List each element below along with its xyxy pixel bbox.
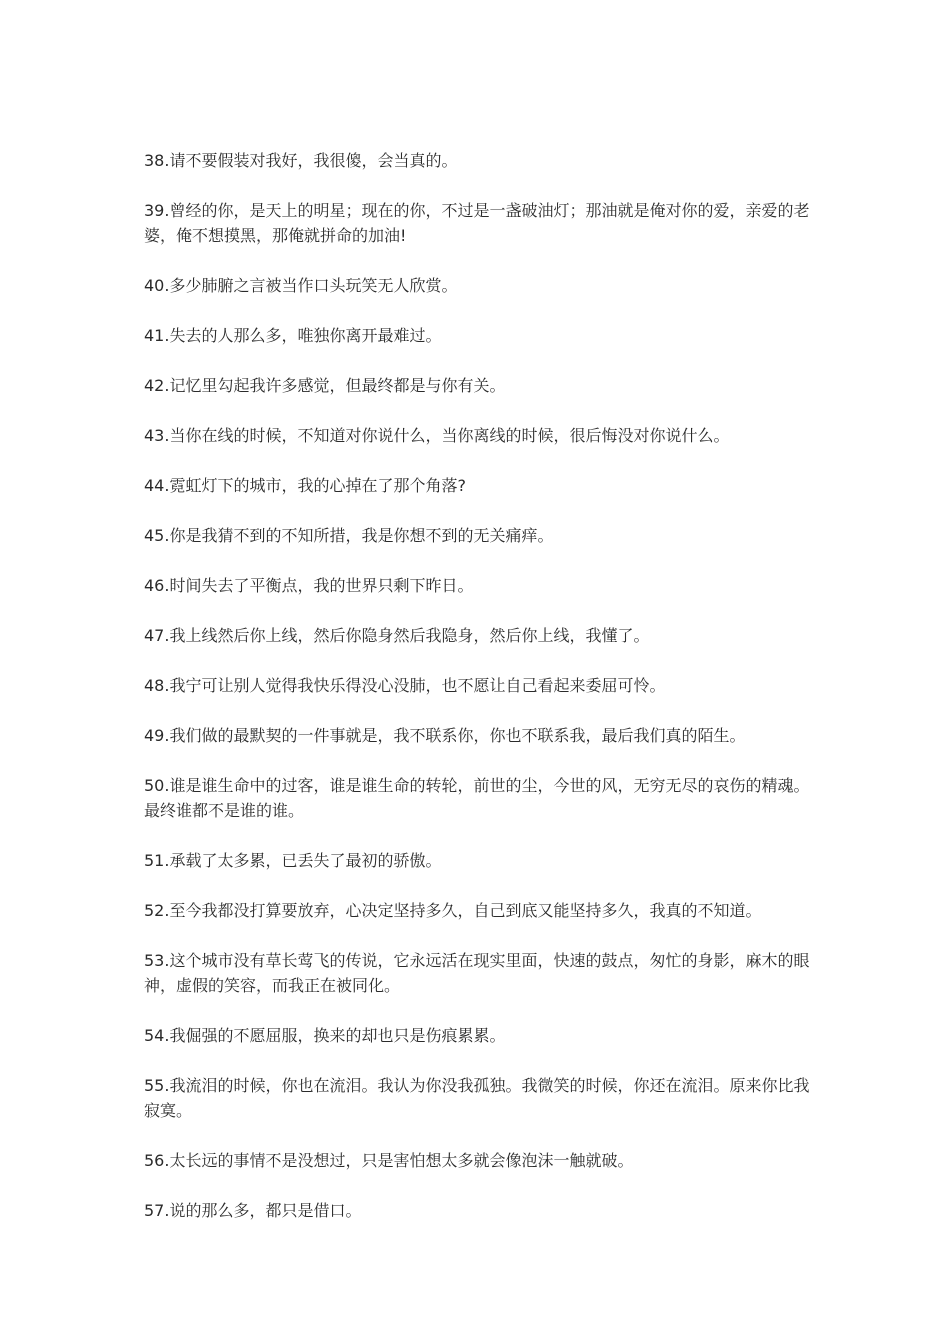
paragraph-39: 39.曾经的你，是天上的明星；现在的你，不过是一盏破油灯；那油就是俺对你的爱，亲爱的老婆，俺不想摸黑，那俺就拼命的加油! [144,201,810,245]
paragraph-38: 38.请不要假装对我好，我很傻，会当真的。 [144,151,458,170]
document-body [144,148,810,1248]
paragraph-48: 48.我宁可让别人觉得我快乐得没心没肺，也不愿让自己看起来委屈可怜。 [144,676,666,695]
paragraph-41: 41.失去的人那么多，唯独你离开最难过。 [144,326,442,345]
paragraph-46: 46.时间失去了平衡点，我的世界只剩下昨日。 [144,576,474,595]
paragraph-55: 55.我流泪的时候，你也在流泪。我认为你没我孤独。我微笑的时候，你还在流泪。原来你比我寂寞。 [144,1076,810,1120]
paragraph-56: 56.太长远的事情不是没想过，只是害怕想太多就会像泡沫一触就破。 [144,1151,634,1170]
paragraph-44: 44.霓虹灯下的城市，我的心掉在了那个角落? [144,476,466,495]
paragraph-53: 53.这个城市没有草长莺飞的传说，它永远活在现实里面，快速的鼓点，匆忙的身影，麻木的眼神，虚假的笑容，而我正在被同化。 [144,951,810,995]
paragraph-57: 57.说的那么多，都只是借口。 [144,1201,362,1220]
paragraph-40: 40.多少肺腑之言被当作口头玩笑无人欣赏。 [144,276,458,295]
paragraph-52: 52.至今我都没打算要放弃，心决定坚持多久，自己到底又能坚持多久，我真的不知道。 [144,901,762,920]
paragraph-43: 43.当你在线的时候，不知道对你说什么，当你离线的时候，很后悔没对你说什么。 [144,426,730,445]
paragraph-42: 42.记忆里勾起我许多感觉，但最终都是与你有关。 [144,376,506,395]
paragraph-49: 49.我们做的最默契的一件事就是，我不联系你，你也不联系我，最后我们真的陌生。 [144,726,746,745]
paragraph-51: 51.承载了太多累，已丢失了最初的骄傲。 [144,851,442,870]
paragraph-47: 47.我上线然后你上线，然后你隐身然后我隐身，然后你上线，我懂了。 [144,626,650,645]
paragraph-54: 54.我倔强的不愿屈服，换来的却也只是伤痕累累。 [144,1026,506,1045]
paragraph-50: 50.谁是谁生命中的过客，谁是谁生命的转轮，前世的尘，今世的风，无穷无尽的哀伤的精魂。最终谁都不是谁的谁。 [144,776,810,820]
paragraph-45: 45.你是我猜不到的不知所措，我是你想不到的无关痛痒。 [144,526,554,545]
